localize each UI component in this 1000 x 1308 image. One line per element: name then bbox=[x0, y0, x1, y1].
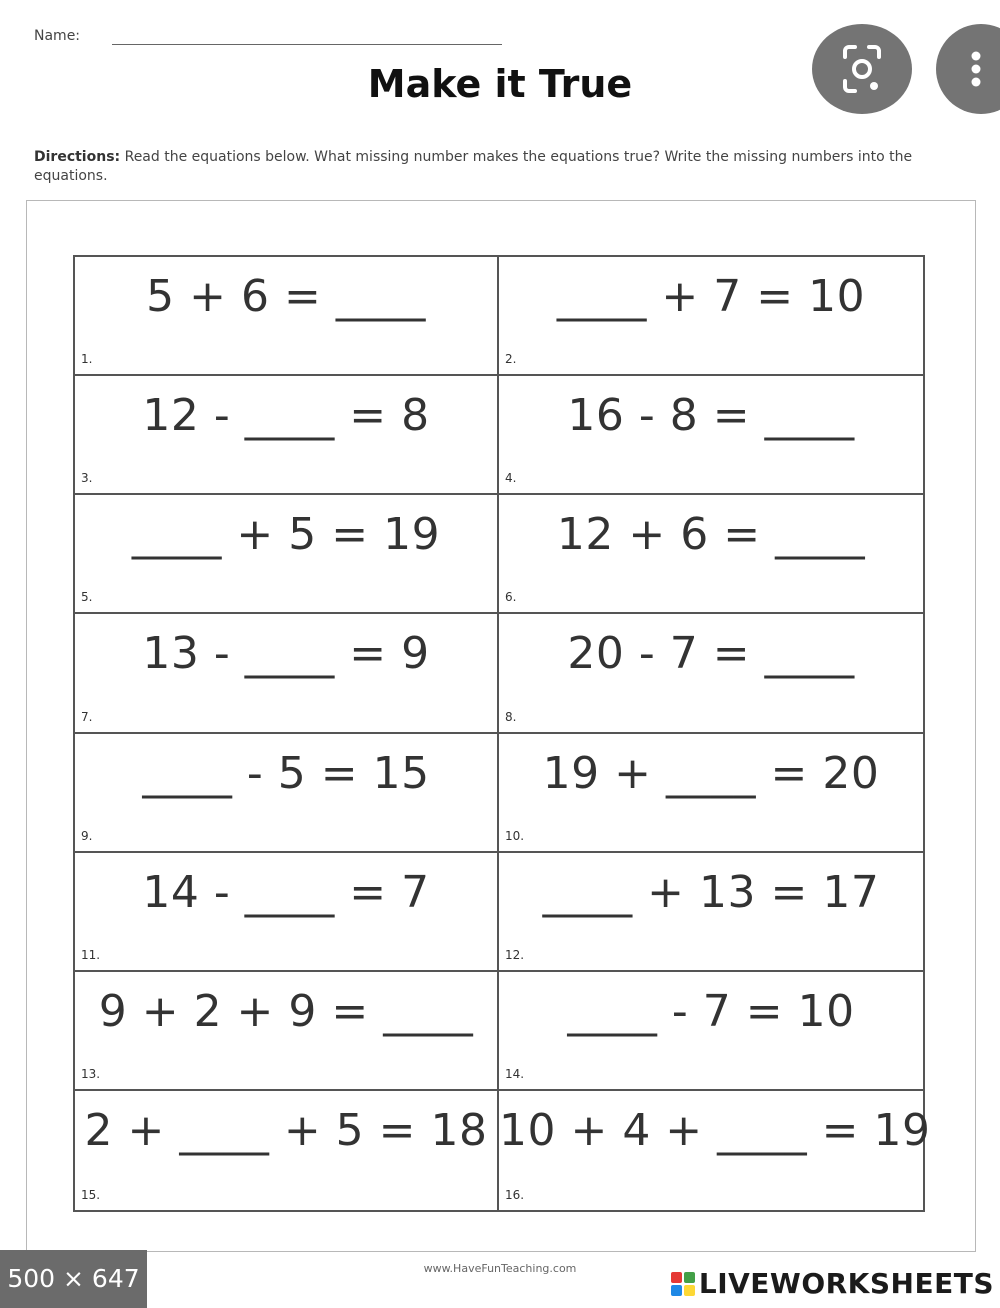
problem-cell bbox=[499, 376, 923, 495]
problem-number: 7. bbox=[81, 709, 93, 724]
lens-search-icon bbox=[812, 24, 912, 114]
directions-text: Read the equations below. What missing number makes the equations true? Write the missing numbers into the equations. bbox=[34, 149, 913, 184]
problem-number: 16. bbox=[505, 1188, 525, 1202]
problem-number: 8. bbox=[505, 709, 517, 724]
equation: ____ + 5 = 19 bbox=[131, 509, 441, 561]
problem-cell bbox=[499, 1091, 931, 1210]
problem-cell bbox=[75, 734, 499, 853]
problem-cell bbox=[75, 257, 499, 376]
equation: 12 - ____ = 8 bbox=[142, 390, 430, 442]
equation: 10 + 4 + ____ = 19 bbox=[499, 1104, 931, 1156]
problem-number: 5. bbox=[81, 590, 93, 605]
equation: ____ + 7 = 10 bbox=[556, 271, 866, 322]
directions bbox=[34, 148, 954, 186]
equation: 16 - 8 = ____ bbox=[567, 390, 855, 442]
problem-number: 14. bbox=[505, 1066, 525, 1081]
equation: 12 + 6 = ____ bbox=[556, 509, 866, 561]
problem-number: 13. bbox=[81, 1066, 101, 1081]
equation: ____ - 7 = 10 bbox=[567, 985, 855, 1037]
equation: 19 + ____ = 20 bbox=[542, 747, 880, 799]
problem-cell bbox=[75, 972, 499, 1091]
equation: ____ - 5 = 15 bbox=[142, 747, 430, 799]
problem-cell bbox=[499, 734, 923, 853]
equation: 5 + 6 = ____ bbox=[146, 271, 426, 322]
image-size-badge: 500 × 647 bbox=[0, 1250, 147, 1308]
directions-label: Directions: bbox=[34, 149, 121, 165]
problem-number: 10. bbox=[505, 828, 525, 843]
problem-grid bbox=[73, 255, 931, 1212]
liveworksheets-brand bbox=[671, 1267, 994, 1300]
problem-number: 1. bbox=[81, 352, 93, 367]
problem-cell bbox=[499, 614, 923, 733]
problem-number: 3. bbox=[81, 471, 93, 486]
problem-number: 11. bbox=[81, 947, 101, 962]
footer-url: www.HaveFunTeaching.com bbox=[423, 1262, 577, 1275]
lens-search-button[interactable] bbox=[812, 24, 912, 114]
problem-number: 9. bbox=[81, 828, 93, 843]
brand-text: LIVEWORKSHEETS bbox=[698, 1267, 994, 1300]
equation: 9 + 2 + 9 = ____ bbox=[98, 985, 474, 1037]
problem-number: 12. bbox=[505, 947, 525, 962]
problem-cell bbox=[75, 1091, 499, 1210]
problem-cell bbox=[75, 853, 499, 972]
equation: 13 - ____ = 9 bbox=[142, 628, 430, 680]
more-options-button[interactable] bbox=[936, 24, 1000, 114]
equation: ____ + 13 = 17 bbox=[542, 866, 880, 918]
page-title: Make it True bbox=[367, 62, 633, 106]
problem-cell bbox=[75, 376, 499, 495]
problem-cell bbox=[499, 972, 923, 1091]
problem-cell bbox=[499, 257, 923, 376]
name-line bbox=[112, 44, 502, 45]
liveworksheets-logo-icon bbox=[671, 1272, 695, 1296]
problem-cell bbox=[75, 614, 499, 733]
equation: 20 - 7 = ____ bbox=[567, 628, 855, 680]
problem-number: 6. bbox=[505, 590, 517, 605]
problem-cell bbox=[499, 853, 923, 972]
problem-number: 2. bbox=[505, 352, 517, 367]
problem-cell bbox=[75, 495, 499, 614]
more-vertical-icon bbox=[936, 24, 1000, 114]
equation: 2 + ____ + 5 = 18 bbox=[84, 1104, 488, 1156]
name-label: Name: bbox=[34, 28, 81, 44]
equation: 14 - ____ = 7 bbox=[142, 866, 430, 918]
problem-cell bbox=[499, 495, 923, 614]
problem-number: 15. bbox=[81, 1188, 101, 1202]
problem-number: 4. bbox=[505, 471, 517, 486]
